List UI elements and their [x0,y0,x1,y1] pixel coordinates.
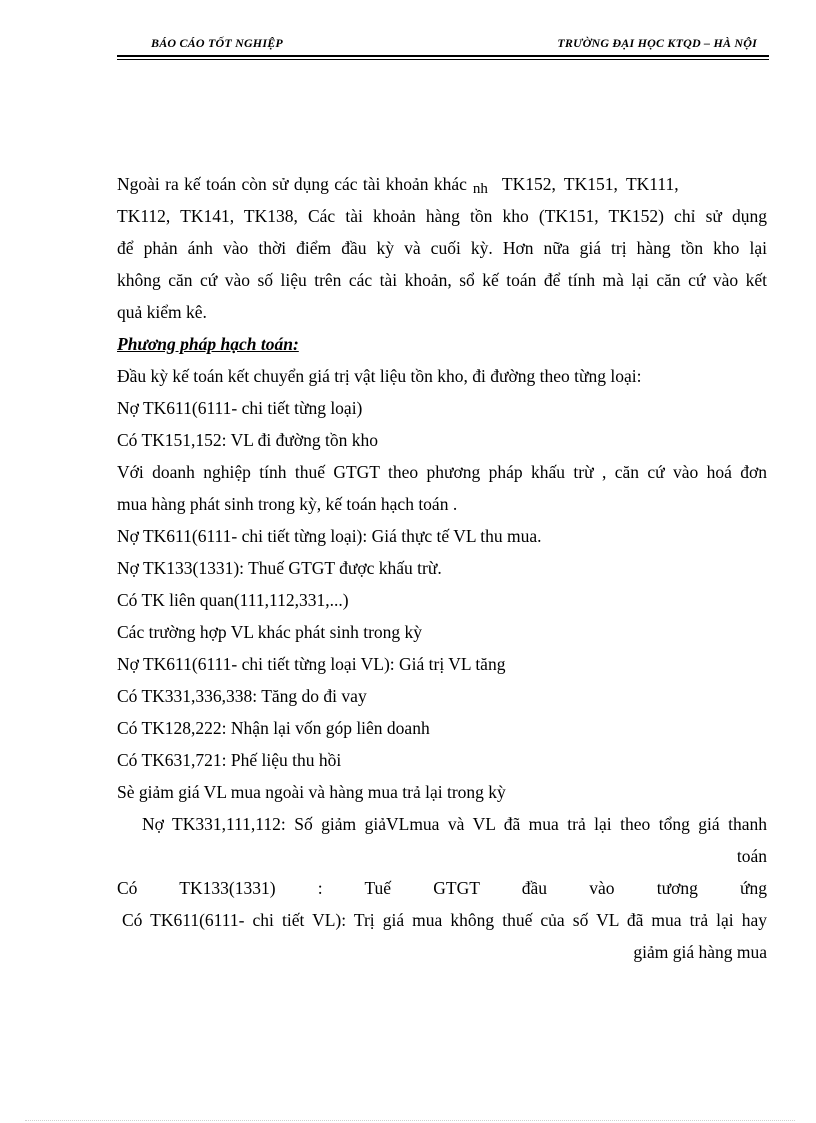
paragraph-line: Sè giảm giá VL mua ngoài và hàng mua trả lại trong kỳ [117,782,506,802]
page-bottom-border [25,1120,795,1121]
text-fragment-small: nh [472,181,488,197]
paragraph-line: quả kiểm kê. [117,302,207,322]
paragraph-line: Nợ TK331,111,112: Số giảm giảVLmua và VL đã mua trả lại theo tổng giá thanh [142,814,767,834]
paragraph-line: Có TK611(6111- chi tiết VL): Trị giá mua không thuế của số VL đã mua trả lại hay [122,910,767,930]
header-rule-thin [117,59,769,60]
paragraph-line: Nợ TK611(6111- chi tiết từng loại): Giá thực tế VL thu mua. [117,526,542,546]
paragraph-line: Có TK331,336,338: Tăng do đi vay [117,686,367,706]
paragraph-line: toán [736,846,767,866]
paragraph-line: Có TK liên quan(111,112,331,...) [117,590,349,610]
paragraph-line: Có TK133(1331) : Tuế GTGT đầu vào tương ứng [117,878,767,898]
header-right-title: TRƯỜNG ĐẠI HỌC KTQD – HÀ NỘI [557,36,757,50]
section-heading: Phương pháp hạch toán: [117,334,299,354]
paragraph-line: mua hàng phát sinh trong kỳ, kế toán hạch toán . [117,494,458,514]
paragraph-line: Các trường hợp VL khác phát sinh trong kỳ [117,622,423,642]
page-header [117,36,769,54]
paragraph-line: Với doanh nghiệp tính thuế GTGT theo phương pháp khấu trừ , căn cứ vào hoá đơn [117,462,767,482]
paragraph-line: Có TK151,152: VL đi đường tồn kho [117,430,378,450]
paragraph-line: Có TK631,721: Phế liệu thu hồi [117,750,342,770]
paragraph-line: giảm giá hàng mua [633,942,767,962]
header-left-title: BÁO CÁO TỐT NGHIỆP [151,36,283,50]
header-rule-thick [117,55,769,57]
paragraph-line: TK112, TK141, TK138, Các tài khoản hàng tồn kho (TK151, TK152) chỉ sử dụng [117,206,767,226]
document-body [117,168,767,968]
paragraph-line: Có TK128,222: Nhận lại vốn góp liên doanh [117,718,430,738]
paragraph-line: Đầu kỳ kế toán kết chuyển giá trị vật liệu tồn kho, đi đường theo từng loại: [117,366,642,386]
text-fragment: Ngoài ra kế toán còn sử dụng các tài khoản khác [117,174,467,194]
paragraph-line: Nợ TK611(6111- chi tiết từng loại VL): Giá trị VL tăng [117,654,506,674]
paragraph-line: Nợ TK611(6111- chi tiết từng loại) [117,398,363,418]
text-fragment: TK152, TK151, TK111, [501,174,679,194]
paragraph-line: Nợ TK133(1331): Thuế GTGT được khấu trừ. [117,558,442,578]
paragraph-line: không căn cứ vào số liệu trên các tài khoản, sổ kế toán để tính mà lại căn cứ vào kết [117,270,767,290]
paragraph-line: để phản ánh vào thời điểm đầu kỳ và cuối kỳ. Hơn nữa giá trị hàng tồn kho lại [117,238,767,258]
paragraph-line [117,168,767,200]
